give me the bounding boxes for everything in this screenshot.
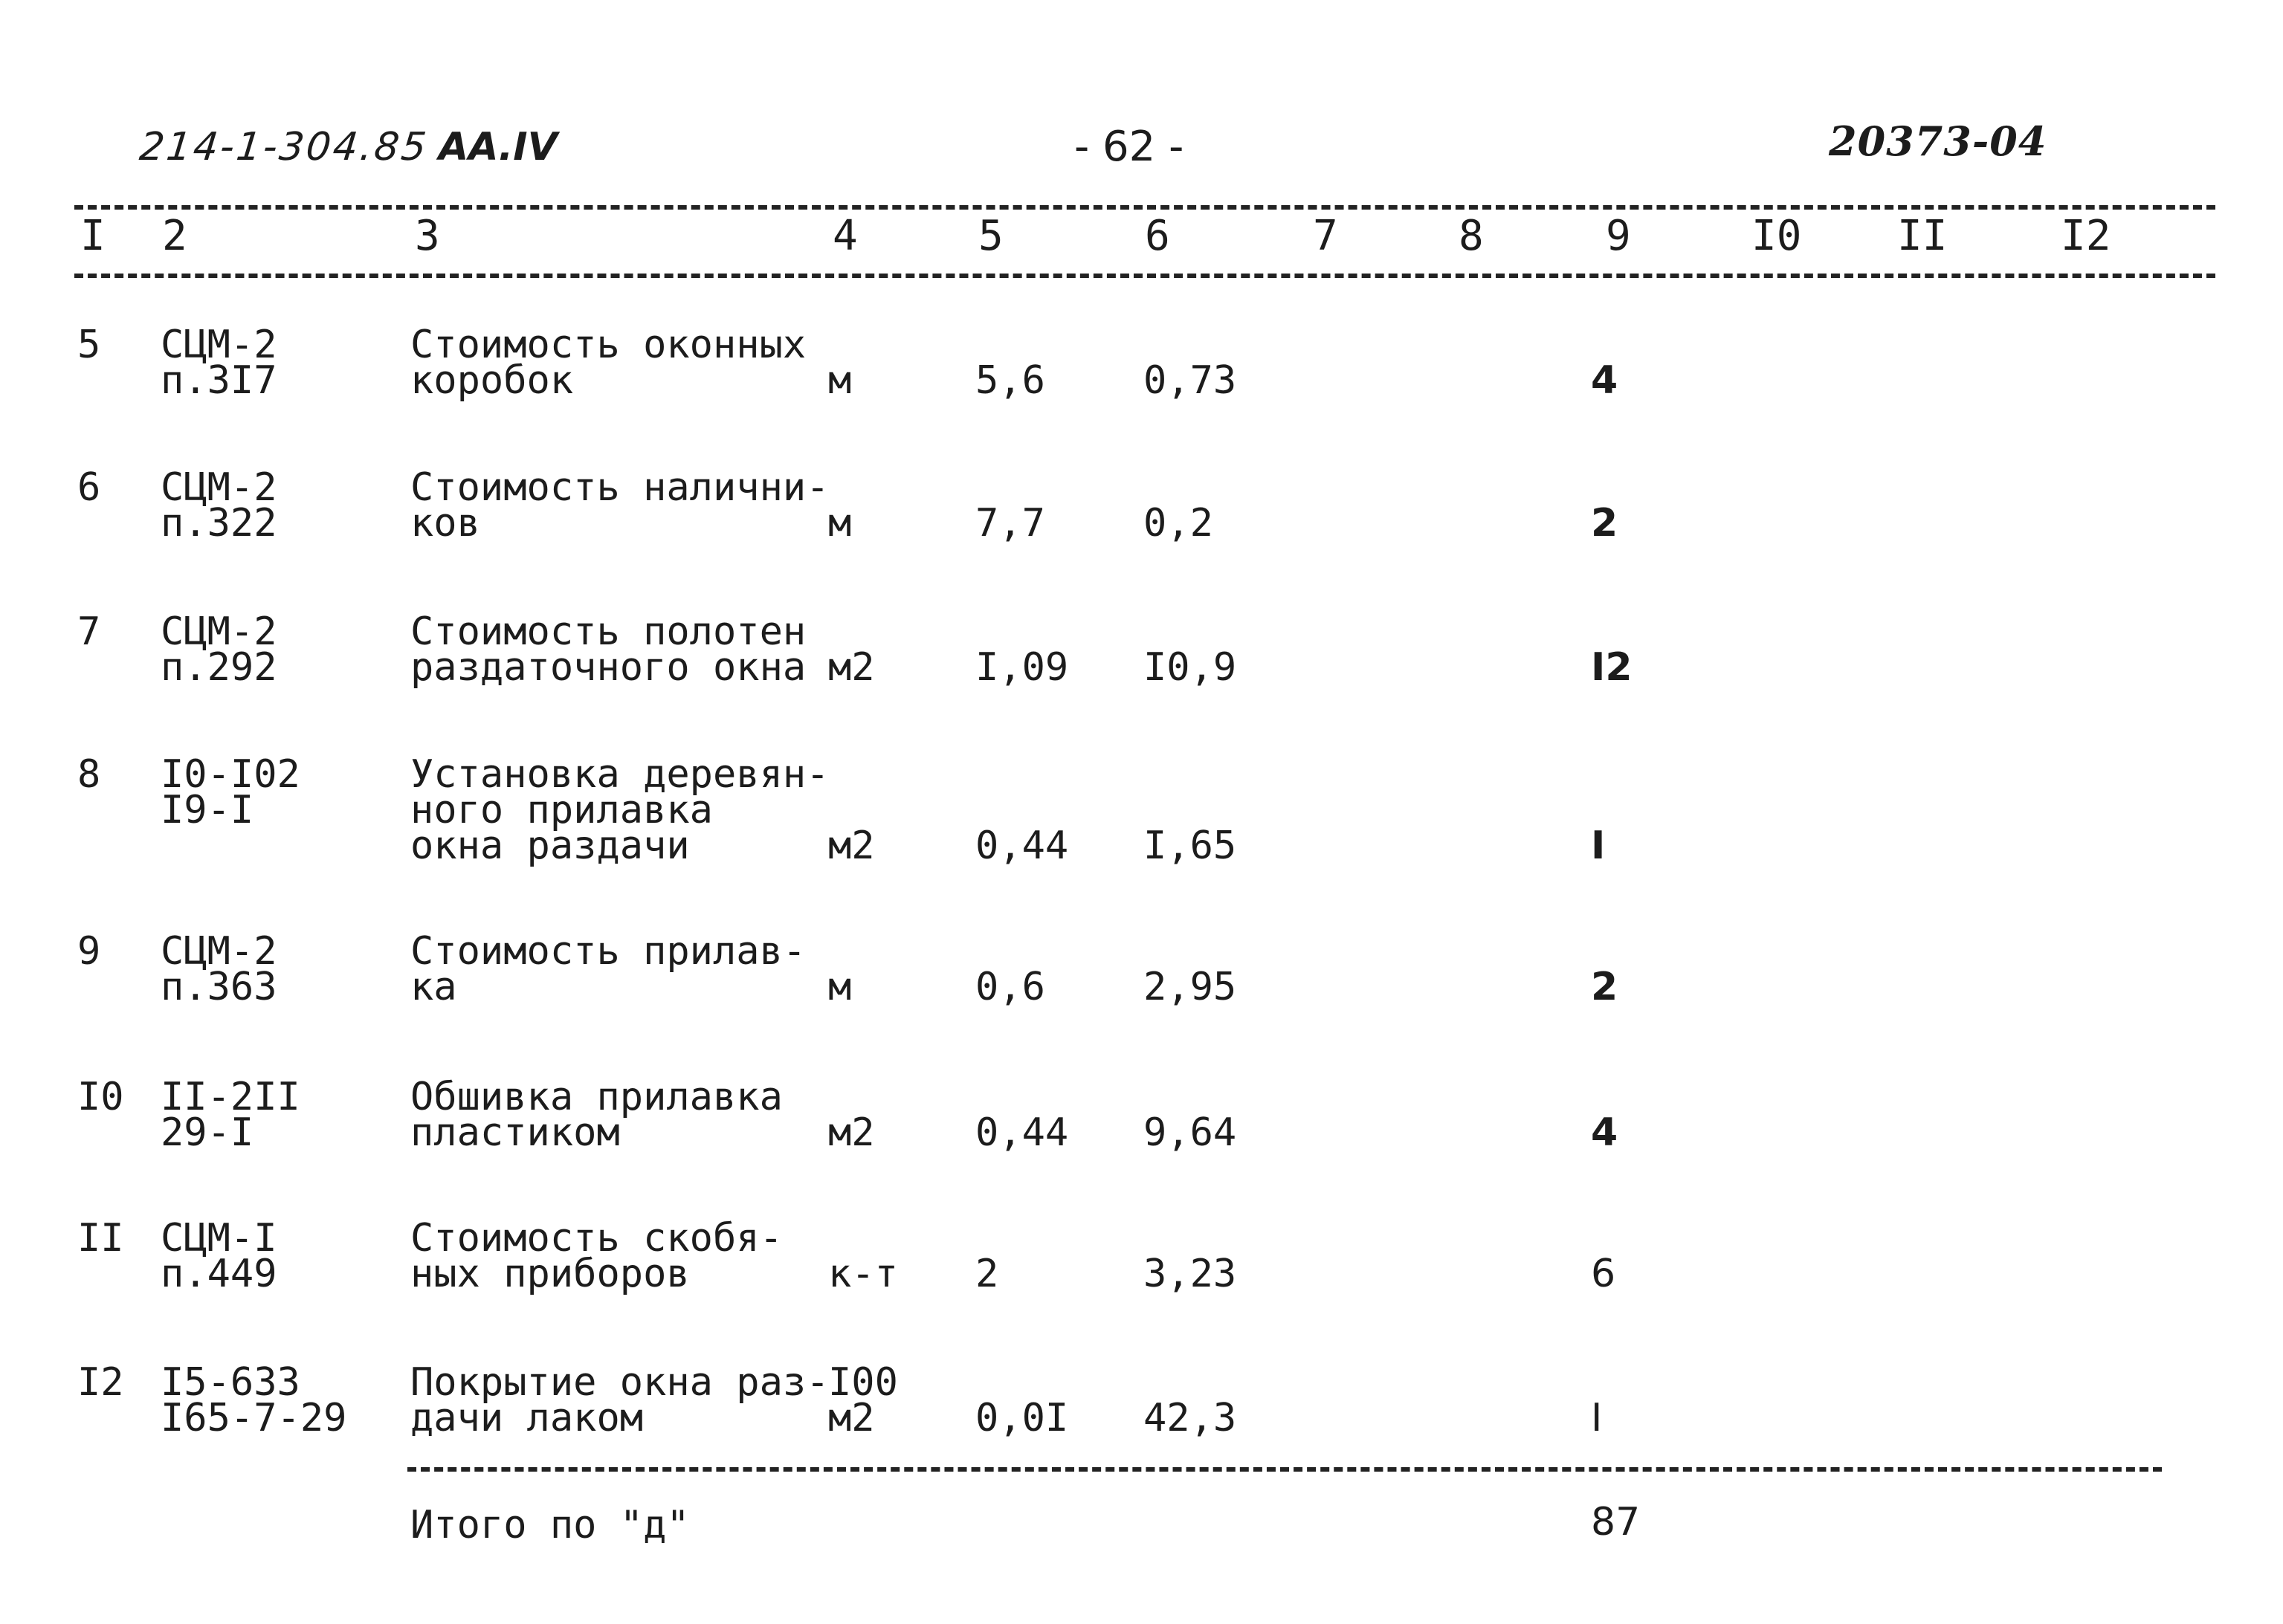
row-unit: м <box>828 501 852 546</box>
row-quantity: 2 <box>975 1252 999 1296</box>
row-number: I0 <box>77 1075 124 1119</box>
row-col9: I <box>1591 1396 1603 1440</box>
row-number: II <box>77 1216 124 1261</box>
row-number: 6 <box>77 465 101 510</box>
row-number: 8 <box>77 752 101 797</box>
row-number: 9 <box>77 929 101 974</box>
page-number: - 62 - <box>1074 123 1184 171</box>
row-col9: 2 <box>1591 501 1618 546</box>
row-number: I2 <box>77 1360 124 1405</box>
row-quantity: 0,44 <box>975 824 1069 868</box>
row-quantity: 0,44 <box>975 1110 1069 1155</box>
total-rule <box>407 1467 2162 1472</box>
row-description: Установка деревян- ного прилавка окна раздачи <box>410 752 830 868</box>
column-header-4: 4 <box>833 212 858 260</box>
row-price: 9,64 <box>1143 1110 1237 1155</box>
row-unit: м2 <box>828 824 875 868</box>
row-description: Стоимость полотен раздаточного окна <box>410 609 807 690</box>
album-number: АА.IV <box>439 125 558 169</box>
row-code: СЦМ-2 п.3I7 <box>161 323 277 403</box>
row-price: 0,2 <box>1143 501 1213 546</box>
row-col9: 4 <box>1591 1110 1618 1155</box>
row-quantity: 0,6 <box>975 965 1045 1009</box>
row-description: Обшивка прилавка пластиком <box>410 1075 783 1155</box>
row-code: СЦМ-I п.449 <box>161 1216 277 1296</box>
row-unit: м2 <box>828 1110 875 1155</box>
header-rule-top <box>74 205 2215 210</box>
column-header-9: 9 <box>1606 212 1631 260</box>
row-description: Стоимость прилав- ка <box>410 929 807 1009</box>
row-quantity: I,09 <box>975 645 1069 690</box>
column-header-5: 5 <box>978 212 1004 260</box>
column-header-8: 8 <box>1459 212 1484 260</box>
row-quantity: 5,6 <box>975 358 1045 403</box>
column-header-11: II <box>1897 212 1948 260</box>
row-description: Стоимость оконных коробок <box>410 323 807 403</box>
row-col9: 2 <box>1591 965 1618 1009</box>
row-code: I5-633 I65-7-29 <box>161 1360 347 1440</box>
row-code: СЦМ-2 п.322 <box>161 465 277 546</box>
row-description: Стоимость налични- ков <box>410 465 830 546</box>
row-number: 5 <box>77 323 101 367</box>
row-col9: 6 <box>1591 1252 1616 1296</box>
row-code: СЦМ-2 п.363 <box>161 929 277 1009</box>
row-price: 3,23 <box>1143 1252 1237 1296</box>
row-col9: I2 <box>1591 645 1633 690</box>
column-header-7: 7 <box>1313 212 1338 260</box>
header-rule-bottom <box>74 274 2215 278</box>
column-header-3: 3 <box>415 212 440 260</box>
total-value: 87 <box>1591 1500 1641 1544</box>
row-number: 7 <box>77 609 101 654</box>
row-price: 2,95 <box>1143 965 1237 1009</box>
row-quantity: 0,0I <box>975 1396 1069 1440</box>
column-header-2: 2 <box>162 212 187 260</box>
total-label: Итого по "д" <box>410 1503 690 1547</box>
row-col9: I <box>1591 824 1606 868</box>
column-header-12: I2 <box>2061 212 2111 260</box>
column-header-6: 6 <box>1145 212 1170 260</box>
row-code: I0-I02 I9-I <box>161 752 300 832</box>
row-unit: I00 м2 <box>828 1360 898 1440</box>
row-col9: 4 <box>1591 358 1618 403</box>
row-code: СЦМ-2 п.292 <box>161 609 277 690</box>
row-price: 0,73 <box>1143 358 1237 403</box>
row-price: I,65 <box>1143 824 1237 868</box>
row-unit: м <box>828 358 852 403</box>
row-unit: к-т <box>828 1252 898 1296</box>
row-code: II-2II 29-I <box>161 1075 300 1155</box>
column-header-10: I0 <box>1751 212 1802 260</box>
row-description: Стоимость скобя- ных приборов <box>410 1216 783 1296</box>
document-code: 214-1-304.85 <box>137 125 430 169</box>
row-description: Покрытие окна раз- дачи лаком <box>410 1360 830 1440</box>
row-price: 42,3 <box>1143 1396 1237 1440</box>
inventory-number: 20373-04 <box>1829 117 2047 165</box>
row-price: I0,9 <box>1143 645 1237 690</box>
row-quantity: 7,7 <box>975 501 1045 546</box>
row-unit: м2 <box>828 645 875 690</box>
column-header-1: I <box>80 212 106 260</box>
row-unit: м <box>828 965 852 1009</box>
